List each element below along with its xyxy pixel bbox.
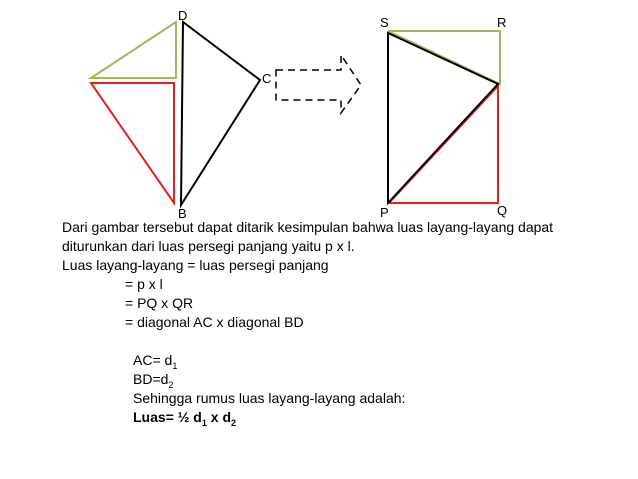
- paragraph-line-2: diturunkan dari luas persegi panjang yaitu p x l.: [62, 238, 355, 254]
- label-q: Q: [497, 203, 508, 218]
- label-c: C: [262, 71, 272, 86]
- bd-prefix: BD=d: [133, 371, 169, 387]
- formula-prefix: Luas= ½ d: [133, 409, 202, 425]
- paragraph-line-1: Dari gambar tersebut dapat ditarik kesimpulan bahwa luas layang-layang dapat: [62, 219, 554, 235]
- formula: [133, 408, 236, 433]
- kite-red-triangle: [91, 83, 174, 203]
- label-r: R: [497, 15, 507, 30]
- formula-subscript-2: 2: [231, 418, 237, 428]
- formula-mid: x d: [206, 409, 231, 425]
- label-s: S: [380, 15, 389, 30]
- equation-line-3: = diagonal AC x diagonal BD: [125, 314, 304, 330]
- formula-subscript-1: 1: [201, 418, 207, 428]
- explanation-paragraph: [62, 218, 553, 256]
- equation-line-2: = PQ x QR: [125, 295, 194, 311]
- label-b: B: [178, 206, 187, 221]
- rectangle-black-triangle: [388, 33, 498, 203]
- kite-figure: [91, 22, 260, 205]
- dashed-arrow-icon: [276, 55, 361, 113]
- label-d: D: [178, 8, 188, 23]
- equation-line-0: Luas layang-layang = luas persegi panjang: [62, 257, 329, 273]
- ac-subscript: 1: [172, 361, 178, 371]
- bd-subscript: 2: [168, 380, 174, 390]
- kite-to-rectangle-figure: [0, 0, 638, 230]
- conclusion-text: Sehingga rumus luas layang-layang adalah:: [133, 390, 406, 406]
- label-p: P: [380, 205, 389, 220]
- kite-black-half: [181, 22, 260, 205]
- kite-green-triangle: [91, 22, 176, 78]
- ac-prefix: AC= d: [133, 352, 173, 368]
- equation-line-1: = p x l: [125, 276, 163, 292]
- rectangle-figure: [388, 31, 500, 203]
